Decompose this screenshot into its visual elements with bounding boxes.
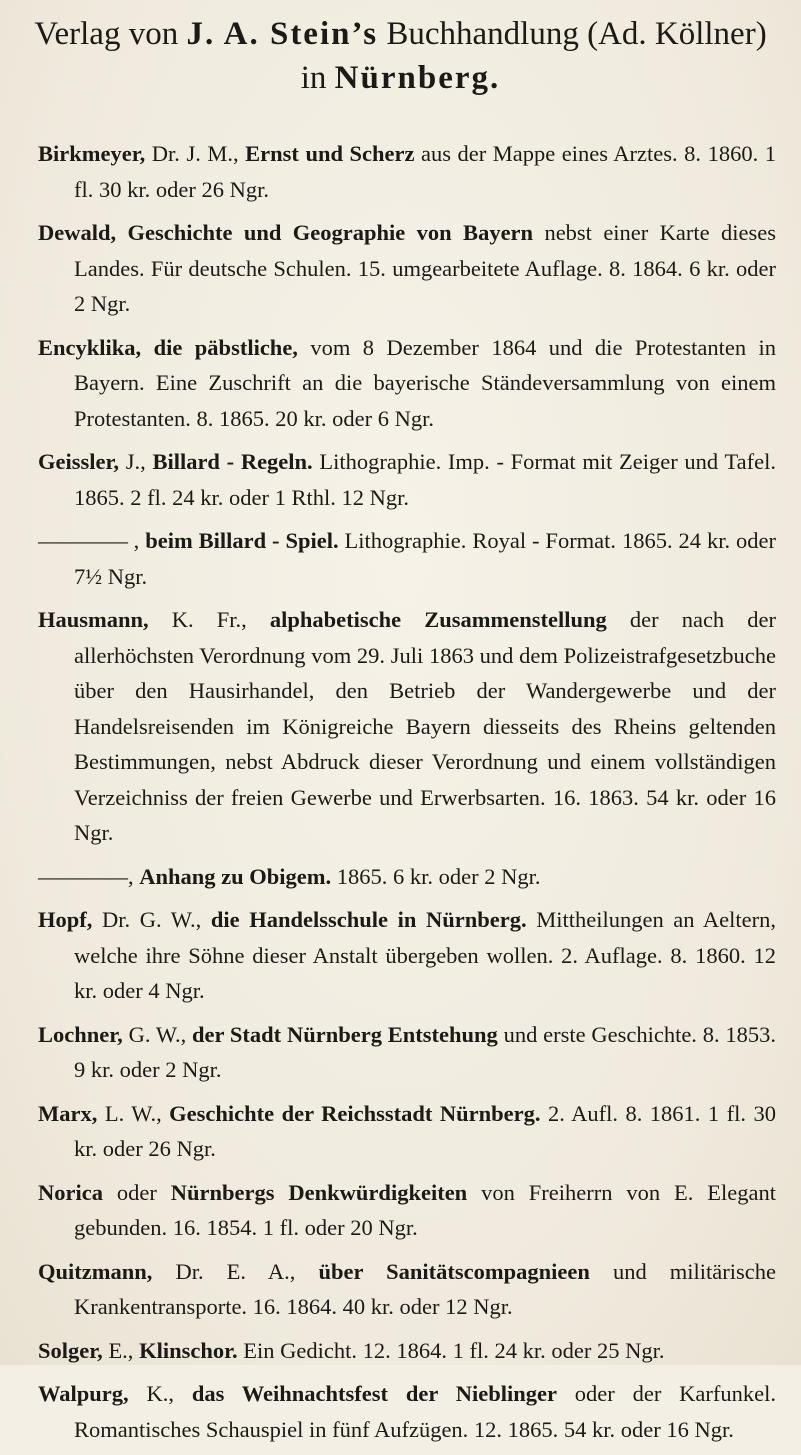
book-entry: [38, 215, 776, 322]
header-suffix: Buchhandlung (Ad. Köllner): [386, 16, 767, 52]
entry-author: Norica: [38, 1179, 103, 1205]
entry-pre: Dr. G. W.,: [92, 907, 211, 932]
book-entry: [38, 444, 776, 515]
entry-author-repeat-dash: ———— ,: [38, 528, 140, 553]
entry-details: Lithographie. Imp. - Format mit Zeiger und Tafel. 1865. 2 fl. 24 kr. oder 1 Rthl. 12 Ngr.: [74, 449, 776, 510]
entry-title: Ernst und Scherz: [245, 141, 415, 166]
entry-details: 2. Aufl. 8. 1861. 1 fl. 30 kr. oder 26 Ngr.: [74, 1100, 776, 1161]
entry-details: und militärische Krankentransporte. 16. 1864. 40 kr. oder 12 Ngr.: [74, 1258, 776, 1319]
entry-details: 1865. 6 kr. oder 2 Ngr.: [331, 863, 541, 889]
book-entry: [38, 1175, 776, 1246]
entry-author: Quitzmann,: [38, 1258, 153, 1284]
city-name: Nürnberg.: [334, 60, 501, 96]
entry-title: Geschichte der Reichsstadt Nürnberg.: [169, 1100, 541, 1126]
entry-author: Lochner,: [38, 1021, 123, 1047]
book-entry: [38, 1017, 776, 1088]
publisher-name: J. A. Stein’s: [186, 16, 379, 52]
book-entry: [38, 859, 776, 895]
entry-pre: Dr. E. A.,: [152, 1258, 319, 1284]
entry-title: Klinschor.: [139, 1337, 238, 1363]
entry-pre: L. W.,: [97, 1100, 170, 1126]
entry-title: Anhang zu Obigem.: [139, 863, 332, 889]
entry-details: oder der Karfunkel. Romantisches Schauspiel in fünf Aufzügen. 12. 1865. 54 kr. oder 16 Ngr.: [74, 1381, 777, 1442]
entry-pre: oder: [102, 1179, 171, 1205]
entry-title: das Weihnachtsfest der Nieblinger: [191, 1381, 557, 1406]
entry-title: Billard - Regeln.: [152, 449, 313, 474]
book-entry: [38, 1096, 776, 1167]
entry-author: Dewald,: [38, 220, 117, 245]
entry-details: der nach der allerhöchsten Verordnung vom 29. Juli 1863 und dem Polizeistrafgesetzbuche über den Hausirhandel, den Betrieb der Wandergewerbe und der Handelsreisenden im Königreiche Bayern diesseits des Rheins geltenden Bestimmungen, nebst Abdruck dieser Verordnung und einem vollständigen Verzeichniss der freien Gewerbe und Erwerbsarten. 16. 1863. 54 kr. oder 16 Ngr.: [74, 607, 777, 845]
entry-title: die päbstliche,: [153, 334, 298, 360]
entry-details: vom 8 Dezember 1864 und die Protestanten in Bayern. Eine Zuschrift an die bayerische Ständeversammlung von einem Protestanten. 8. 1865. 20 kr. oder 6 Ngr.: [74, 334, 777, 431]
entry-details: nebst einer Karte dieses Landes. Für deutsche Schulen. 15. umgearbeitete Auflage. 8. 1864. 6 kr. oder 2 Ngr.: [74, 220, 777, 316]
entry-author: Hopf,: [38, 907, 93, 932]
entry-pre: [116, 220, 127, 245]
entry-pre: [141, 335, 153, 360]
entry-title: über Sanitätscompagnieen: [318, 1258, 590, 1284]
entry-pre: K. Fr.,: [148, 607, 270, 632]
entry-pre: E.,: [102, 1337, 140, 1363]
entry-pre: Dr. J. M.,: [145, 141, 246, 166]
entry-title: der Stadt Nürnberg Entstehung: [192, 1021, 498, 1047]
entry-title: beim Billard - Spiel.: [145, 528, 339, 553]
entry-author: Birkmeyer,: [38, 141, 146, 166]
book-list: [38, 136, 776, 1455]
entry-author: Solger,: [38, 1337, 103, 1363]
header-line-city: [20, 58, 781, 98]
entry-author: Marx,: [38, 1100, 98, 1126]
entry-author: Geissler,: [38, 449, 120, 474]
book-entry: [38, 523, 776, 594]
book-entry: [38, 602, 776, 851]
book-entry: [38, 1376, 776, 1447]
entry-author: Encyklika,: [38, 334, 142, 360]
entry-pre: J.,: [119, 449, 153, 474]
book-entry: [38, 1254, 776, 1325]
city-prefix: in: [300, 60, 327, 96]
entry-title: Geschichte und Geographie von Bayern: [127, 220, 534, 245]
entry-details: Ein Gedicht. 12. 1864. 1 fl. 24 kr. oder 25 Ngr.: [237, 1337, 665, 1363]
entry-author-repeat-dash: ————,: [38, 863, 134, 889]
entry-details: aus der Mappe eines Arztes. 8. 1860. 1 fl. 30 kr. oder 26 Ngr.: [74, 141, 776, 202]
book-entry: [38, 902, 776, 1009]
entry-pre: G. W.,: [122, 1021, 193, 1047]
header-line-publisher: [20, 14, 781, 54]
entry-title: Nürnbergs Denkwürdigkeiten: [170, 1179, 468, 1205]
entry-details: und erste Geschichte. 8. 1853. 9 kr. oder 2 Ngr.: [74, 1021, 776, 1082]
entry-title: die Handelsschule in Nürnberg.: [210, 907, 527, 932]
entry-author: Walpurg,: [38, 1381, 129, 1406]
book-entry: [38, 1333, 776, 1369]
book-entry: [38, 330, 776, 437]
header-prefix: Verlag von: [34, 16, 179, 52]
entry-author: Hausmann,: [38, 607, 149, 632]
entry-pre: K.,: [128, 1381, 192, 1406]
entry-details: Lithographie. Royal - Format. 1865. 24 kr. oder 7½ Ngr.: [74, 528, 776, 589]
entry-details: von Freiherrn von E. Elegant gebunden. 16. 1854. 1 fl. oder 20 Ngr.: [74, 1179, 776, 1240]
entry-details: Mittheilungen an Aeltern, welche ihre Söhne dieser Anstalt übergeben wollen. 2. Auflage. 8. 1860. 12 kr. oder 4 Ngr.: [74, 907, 776, 1003]
book-entry: [38, 136, 776, 207]
publisher-header: [20, 14, 781, 98]
entry-title: alphabetische Zusammenstellung: [269, 607, 607, 632]
